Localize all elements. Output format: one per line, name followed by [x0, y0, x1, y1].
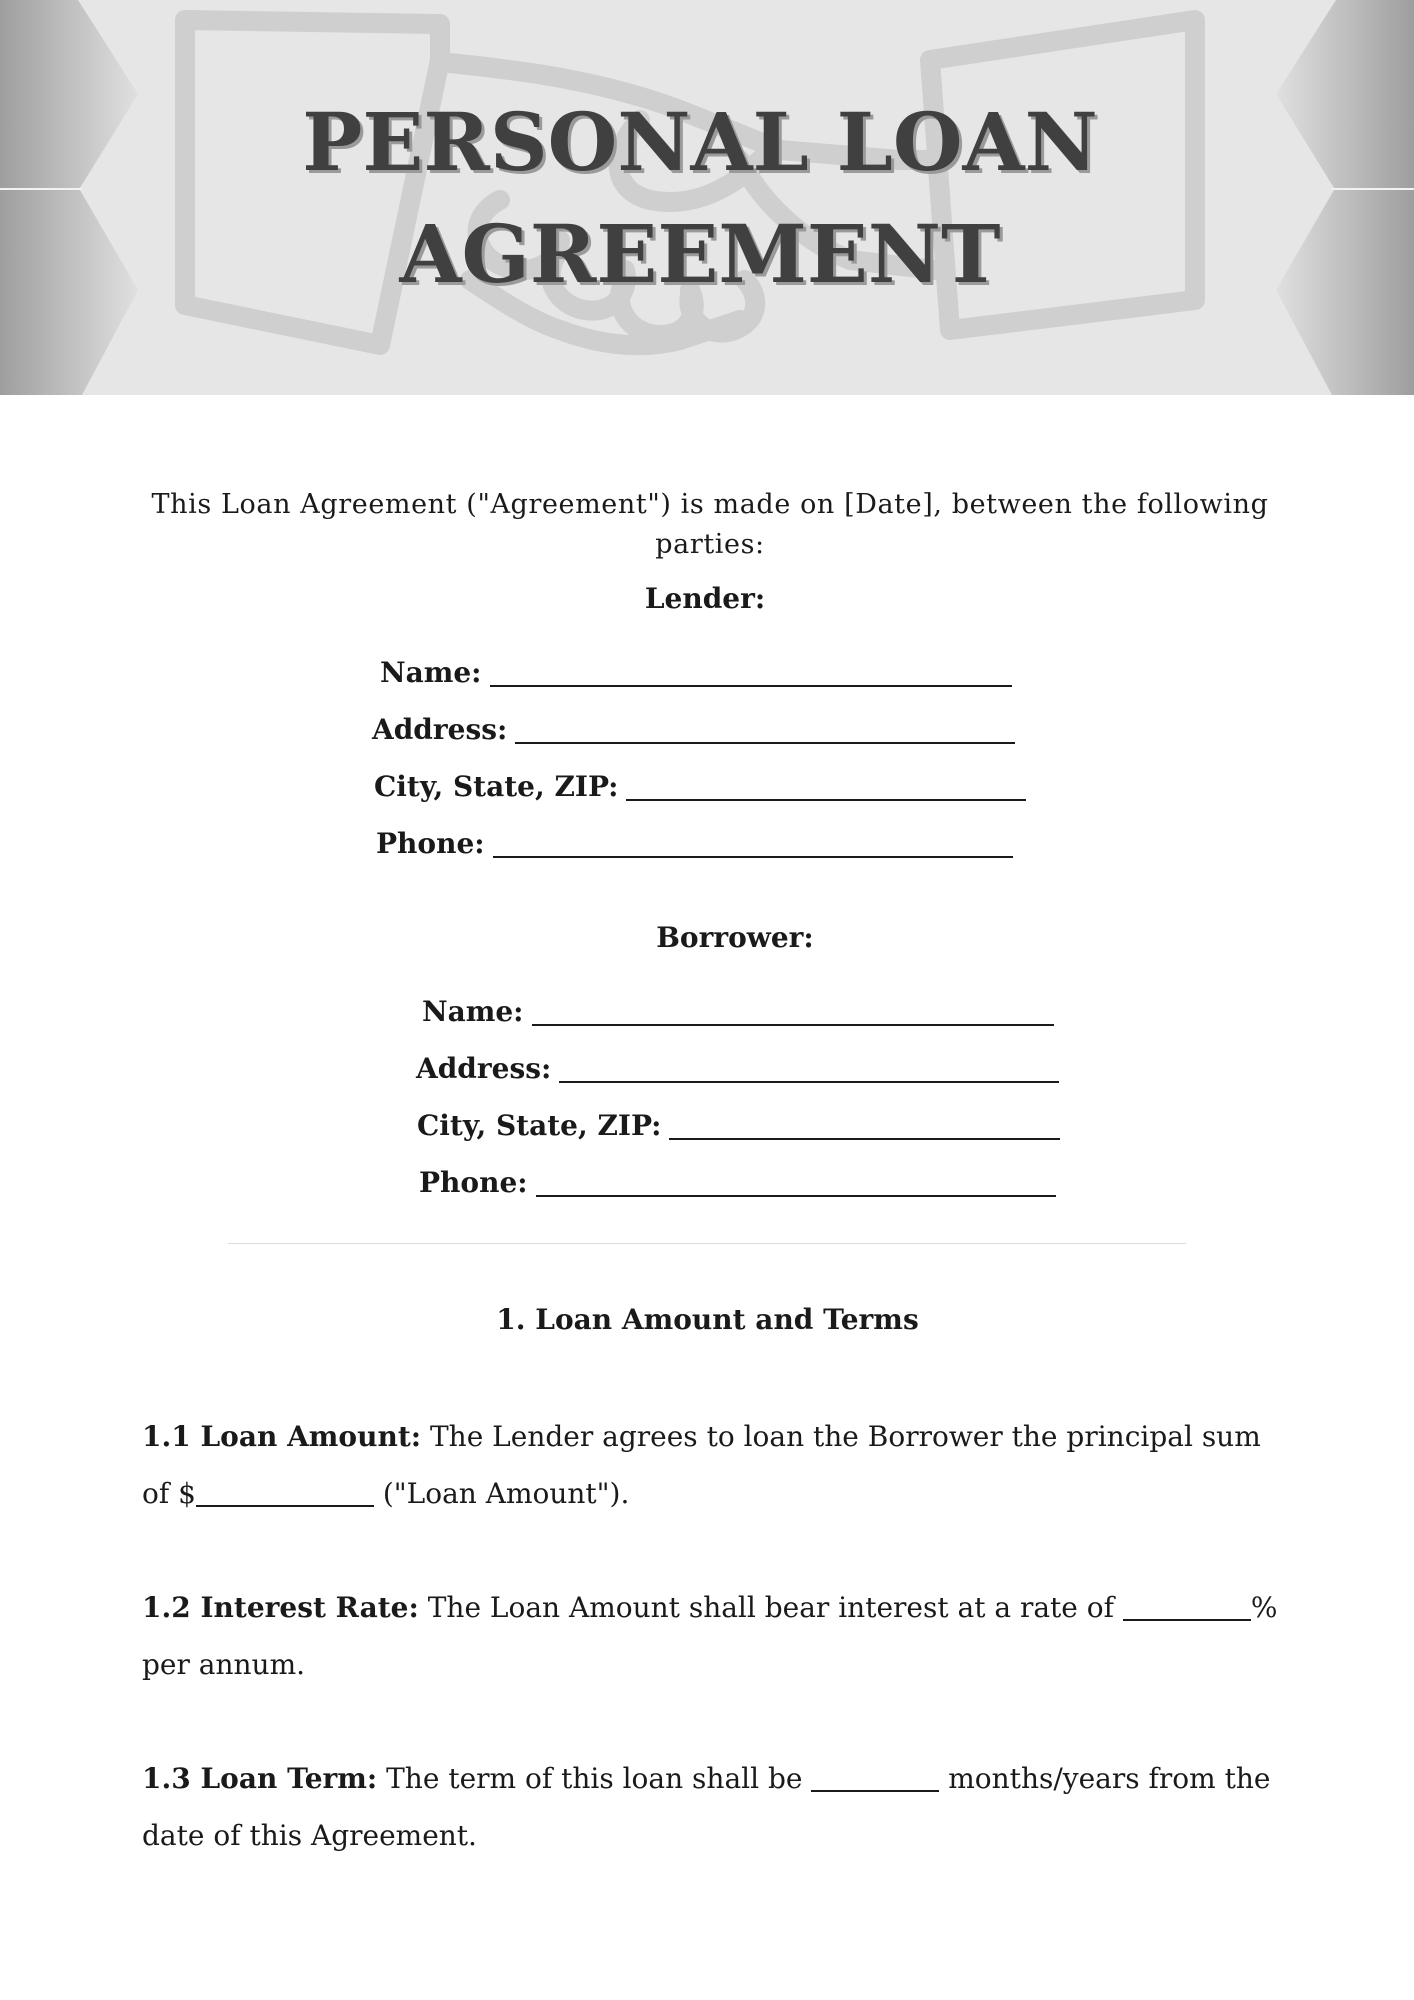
borrower-name-field[interactable] — [532, 994, 1054, 1026]
header-banner — [0, 0, 1414, 395]
right-ribbon — [1276, 0, 1414, 188]
lender-city-label: City, State, ZIP: — [374, 770, 619, 803]
title-line-1: PERSONAL LOAN — [302, 95, 1098, 189]
loan-term-blank[interactable] — [811, 1762, 939, 1792]
lender-name-field[interactable] — [490, 655, 1012, 687]
borrower-address-field[interactable] — [559, 1051, 1059, 1083]
lender-name-label: Name: — [380, 656, 482, 689]
borrower-name-label: Name: — [422, 995, 524, 1028]
clause-1-3-label: 1.3 Loan Term: — [142, 1762, 378, 1795]
borrower-phone-field[interactable] — [536, 1165, 1056, 1197]
clause-1-2-label: 1.2 Interest Rate: — [142, 1591, 419, 1624]
borrower-address-label: Address: — [416, 1052, 552, 1085]
clause-1-3 — [142, 1750, 1282, 1864]
borrower-heading: Borrower: — [656, 921, 814, 954]
lender-city-row — [374, 750, 1030, 807]
lender-block — [372, 579, 1030, 864]
section-1-title: 1. Loan Amount and Terms — [496, 1303, 919, 1336]
right-ribbon-lower — [1276, 190, 1414, 395]
lender-city-field[interactable] — [626, 769, 1026, 801]
borrower-city-row — [410, 1089, 1060, 1146]
borrower-address-row — [410, 1032, 1060, 1089]
section-divider — [228, 1243, 1186, 1244]
clause-1-2-text-end: % per annum. — [142, 1591, 1278, 1681]
lender-address-row — [372, 693, 1030, 750]
interest-rate-blank[interactable] — [1123, 1591, 1251, 1621]
borrower-phone-label: Phone: — [419, 1166, 528, 1199]
borrower-block — [410, 918, 1060, 1203]
intro-paragraph: This Loan Agreement ("Agreement") is made on [Date], between the following parties: — [151, 489, 1269, 560]
borrower-phone-row — [410, 1146, 1060, 1203]
document-title — [200, 86, 1200, 310]
loan-amount-blank[interactable] — [196, 1477, 374, 1507]
clause-1-2-text: The Loan Amount shall bear interest at a rate of — [418, 1591, 1123, 1624]
title-line-2: AGREEMENT — [399, 207, 1001, 301]
left-ribbon — [0, 0, 138, 188]
lender-phone-row — [376, 807, 1030, 864]
clause-1-1-text-end: ("Loan Amount"). — [373, 1477, 630, 1510]
clause-1-1-label: 1.1 Loan Amount: — [142, 1420, 422, 1453]
clause-1-1-text: The Lender agrees to loan the Borrower the principal sum of $ — [142, 1420, 1261, 1510]
lender-name-row — [380, 636, 1030, 693]
clause-1-3-text: The term of this loan shall be — [377, 1762, 812, 1795]
borrower-city-field[interactable] — [669, 1108, 1060, 1140]
borrower-name-row — [410, 975, 1060, 1032]
borrower-city-label: City, State, ZIP: — [417, 1109, 662, 1142]
clause-1-1 — [142, 1408, 1282, 1522]
lender-phone-field[interactable] — [493, 826, 1013, 858]
lender-address-label: Address: — [372, 713, 508, 746]
clause-1-2 — [142, 1579, 1282, 1693]
left-ribbon-lower — [0, 190, 138, 395]
lender-phone-label: Phone: — [376, 827, 485, 860]
lender-address-field[interactable] — [515, 712, 1015, 744]
lender-heading: Lender: — [644, 582, 766, 615]
clause-1-3-text-end: months/years from the date of this Agreement. — [142, 1762, 1271, 1852]
